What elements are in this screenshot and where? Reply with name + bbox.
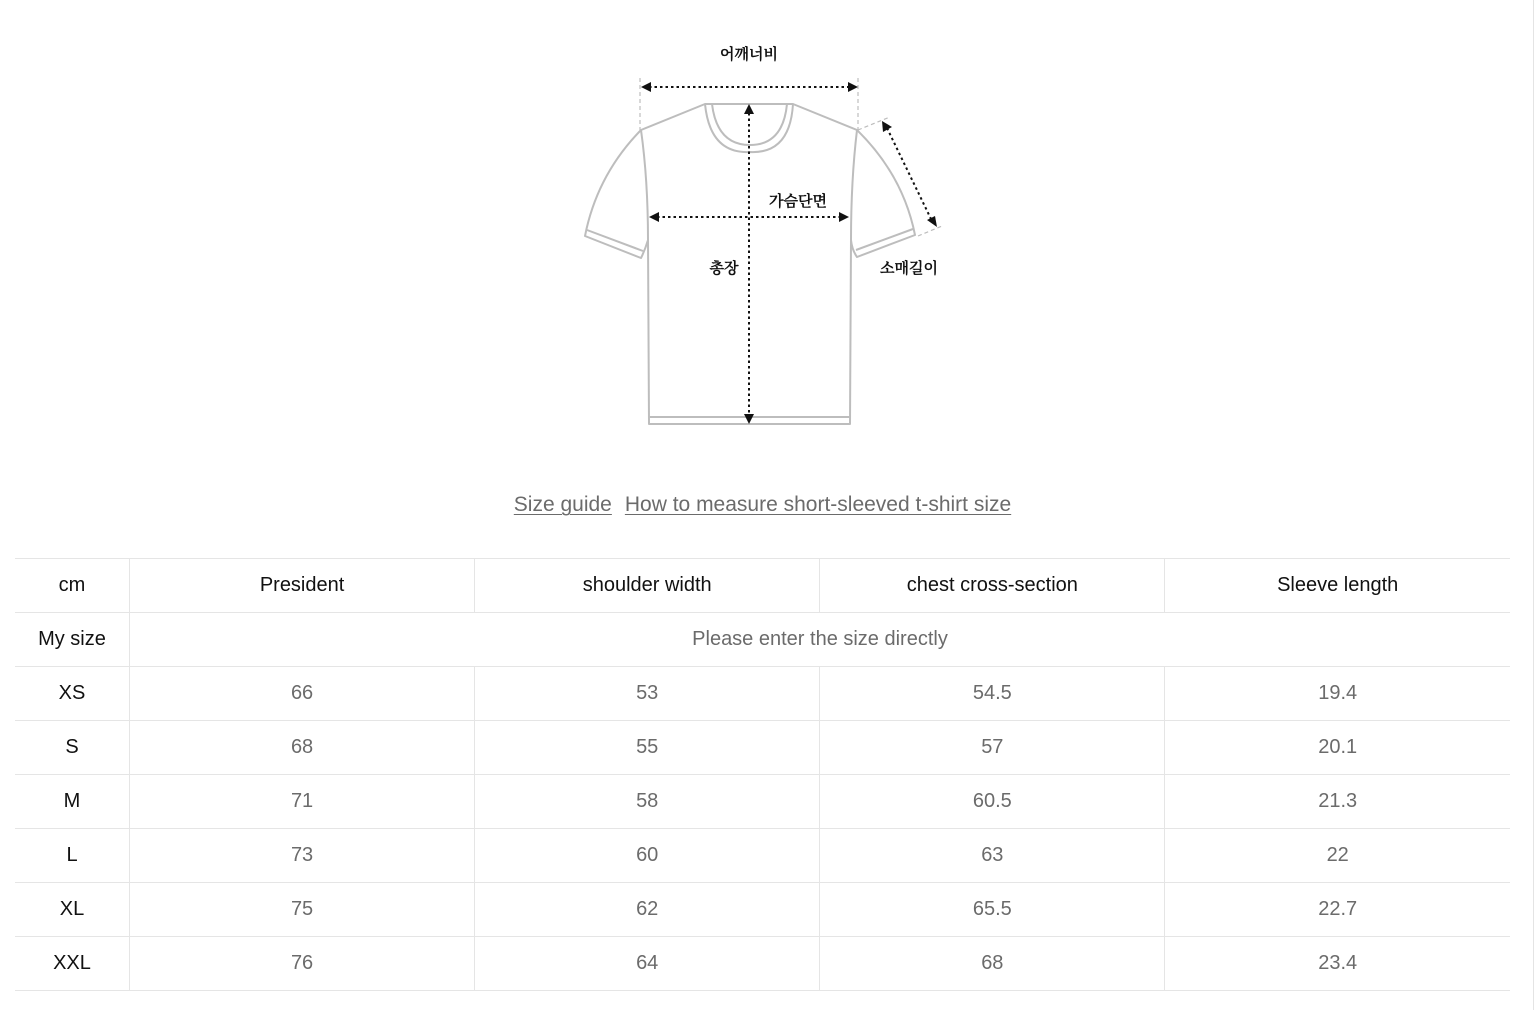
table-row: [15, 883, 1510, 937]
tshirt-measurement-diagram: [570, 30, 970, 440]
president-value: 66: [130, 667, 475, 721]
size-label: XXL: [15, 937, 130, 991]
sleeve-length-value: 22: [1165, 829, 1510, 883]
chest-cross-section-value: 57: [820, 721, 1165, 775]
president-value: 68: [130, 721, 475, 775]
shoulder-width-value: 62: [475, 883, 820, 937]
shoulder-width-value: 64: [475, 937, 820, 991]
size-guide-links: [0, 490, 1525, 520]
column-header-president: President: [130, 559, 475, 613]
table-row: [15, 667, 1510, 721]
unit-header: cm: [15, 559, 130, 613]
table-row: [15, 721, 1510, 775]
size-label: XS: [15, 667, 130, 721]
table-row: [15, 775, 1510, 829]
length-label: 총장: [709, 259, 739, 277]
shoulder-width-value: 55: [475, 721, 820, 775]
sleeve-length-value: 20.1: [1165, 721, 1510, 775]
size-guide-link[interactable]: Size guide: [513, 493, 612, 516]
table-header-row: [15, 559, 1510, 613]
table-row: [15, 937, 1510, 991]
size-label: M: [15, 775, 130, 829]
size-label: S: [15, 721, 130, 775]
chest-cross-section-value: 68: [820, 937, 1165, 991]
sleeve-length-value: 21.3: [1165, 775, 1510, 829]
shoulder-width-value: 58: [475, 775, 820, 829]
chest-cross-section-value: 54.5: [820, 667, 1165, 721]
chest-label: 가슴단면: [769, 192, 827, 210]
how-to-measure-link[interactable]: How to measure short-sleeved t-shirt size: [624, 493, 1012, 516]
president-value: 75: [130, 883, 475, 937]
sleeve-length-value: 19.4: [1165, 667, 1510, 721]
sleeve-arrow-line: [887, 128, 931, 219]
column-header-shoulder-width: shoulder width: [475, 559, 820, 613]
president-value: 71: [130, 775, 475, 829]
size-label: L: [15, 829, 130, 883]
chest-cross-section-value: 63: [820, 829, 1165, 883]
my-size-label: My size: [15, 613, 130, 667]
sleeve-length-value: 23.4: [1165, 937, 1510, 991]
sleeve-length-value: 22.7: [1165, 883, 1510, 937]
page-edge-divider: [1533, 0, 1534, 1010]
size-label: XL: [15, 883, 130, 937]
my-size-input-prompt[interactable]: Please enter the size directly: [130, 613, 1511, 667]
my-size-row: [15, 613, 1510, 667]
column-header-chest-cross-section: chest cross-section: [820, 559, 1165, 613]
column-header-sleeve-length: Sleeve length: [1165, 559, 1510, 613]
chest-cross-section-value: 65.5: [820, 883, 1165, 937]
shoulder-width-value: 53: [475, 667, 820, 721]
shoulder-width-value: 60: [475, 829, 820, 883]
chest-cross-section-value: 60.5: [820, 775, 1165, 829]
table-row: [15, 829, 1510, 883]
president-value: 76: [130, 937, 475, 991]
president-value: 73: [130, 829, 475, 883]
shoulder-label: 어깨너비: [720, 45, 778, 63]
size-table: [15, 558, 1510, 991]
sleeve-label: 소매길이: [880, 259, 938, 277]
